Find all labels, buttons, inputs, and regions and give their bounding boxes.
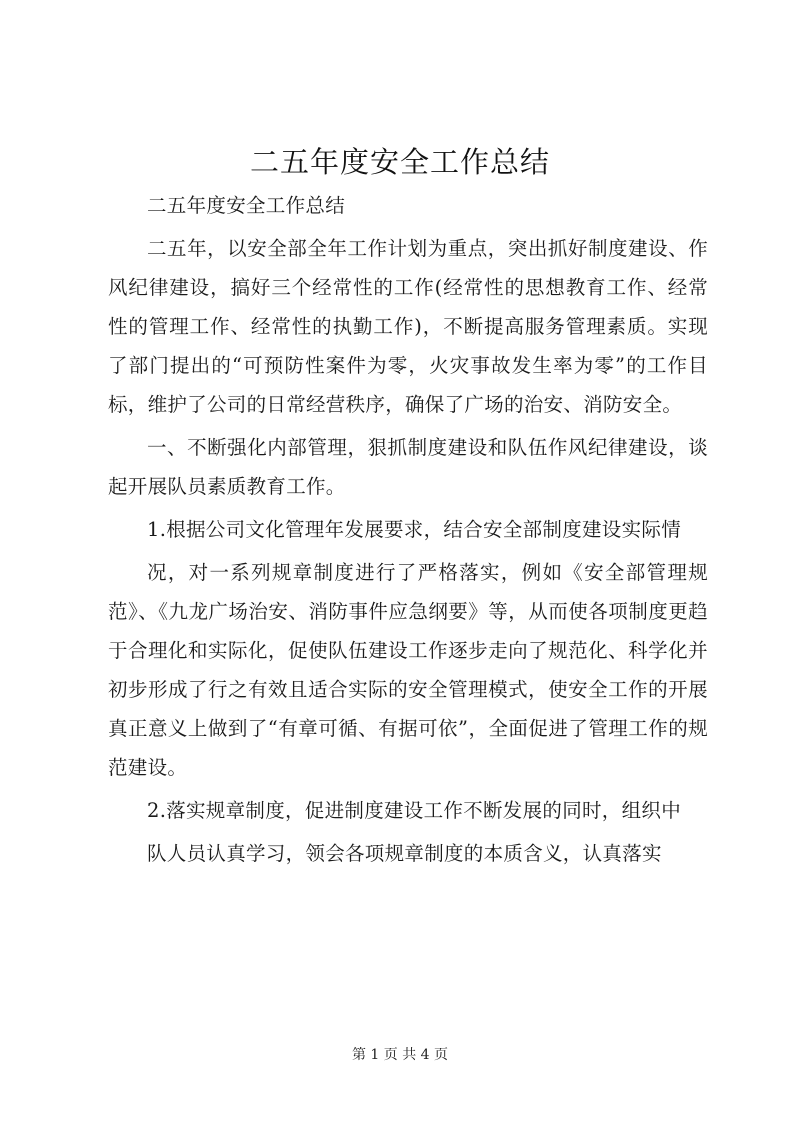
document-body [108,186,708,877]
paragraph-item-2-body: 队人员认真学习，领会各项规章制度的本质含义，认真落实 [147,842,662,865]
paragraph-item-1-start: 1.根据公司文化管理年发展要求，结合安全部制度建设实际情 [147,518,682,541]
paragraph-intro: 二五年，以安全部全年工作计划为重点，突出抓好制度建设、作风纪律建设，搞好三个经常性的工作(经常性的思想教育工作、经常性的管理工作、经常性的执勤工作)，不断提高服务管理素质。实现了部门提出的“可预防性案件为零，火灾事故发生率为零”的工作目标，维护了公司的日常经营秩序，确保了广场的治安、消防安全。 [108,237,708,416]
page-footer: 第 1 页 共 4 页 [351,1047,449,1063]
paragraph-subtitle: 二五年度安全工作总结 [147,194,346,217]
paragraph-item-1-body: 况，对一系列规章制度进行了严格落实，例如《安全部管理规范》、《九龙广场治安、消防事件应急纲要》等，从而使各项制度更趋于合理化和实际化，促使队伍建设工作逐步走向了规范化、科学化并初步形成了行之有效且适合实际的安全管理模式，使安全工作的开展真正意义上做到了“有章可循、有据可依”，全面促进了管理工作的规范建设。 [108,561,708,779]
paragraph-item-2-start: 2.落实规章制度，促进制度建设工作不断发展的同时，组织中 [147,799,682,822]
paragraph-section-1-heading: 一、不断强化内部管理，狠抓制度建设和队伍作风纪律建设，谈起开展队员素质教育工作。 [108,436,708,498]
document-title: 二五年度安全工作总结 [249,145,550,179]
